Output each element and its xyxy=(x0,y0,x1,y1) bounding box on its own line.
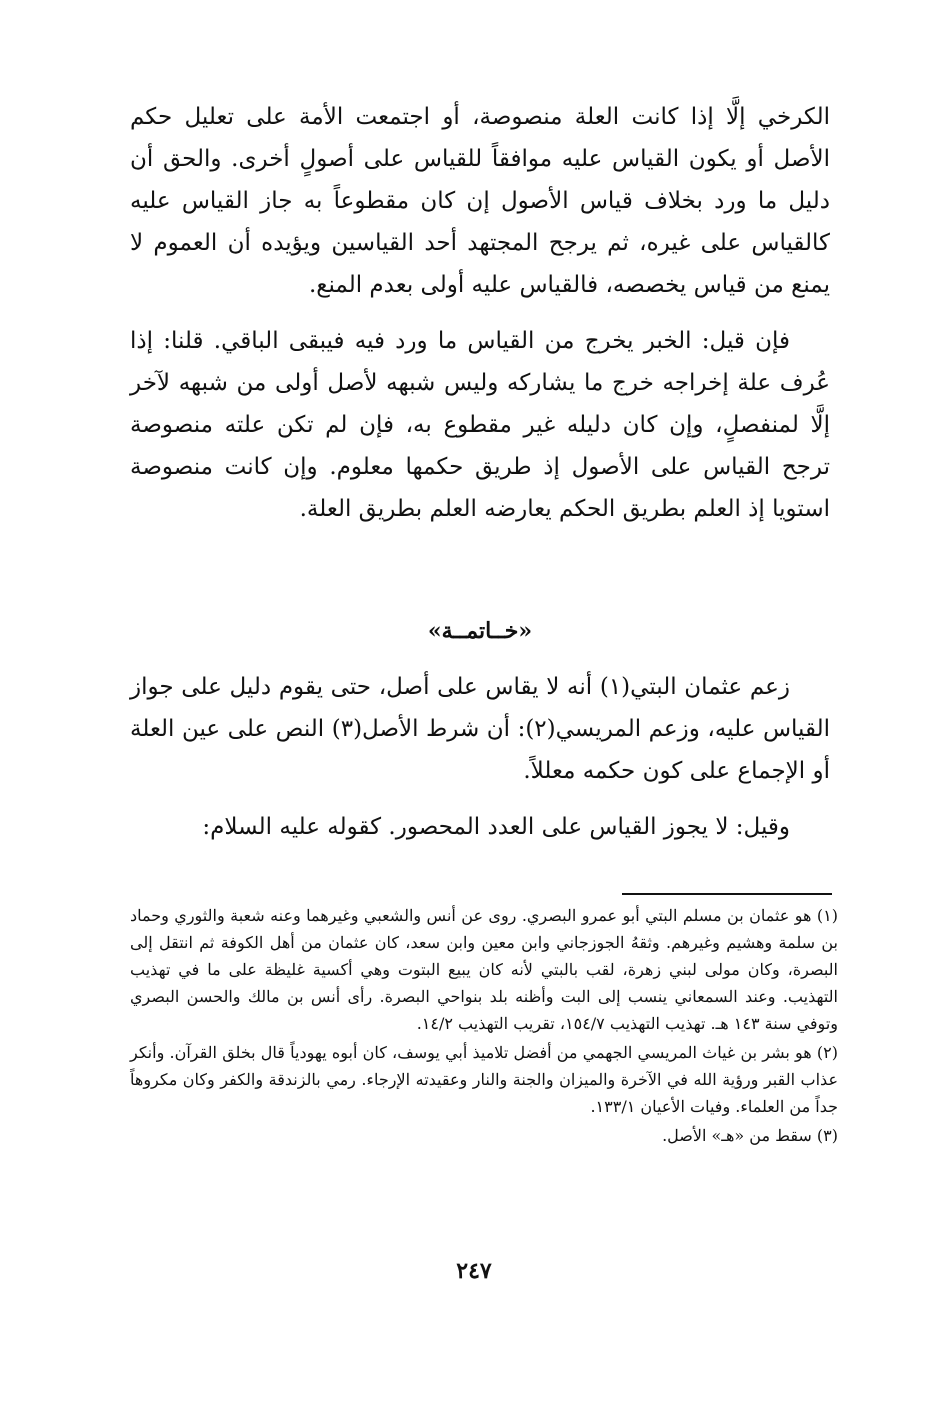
footnote-1: (١) هو عثمان بن مسلم البتي أبو عمرو البصري. روى عن أنس والشعبي وغيرهما وعنه شعبة والثوري وحماد بن سلمة وهشيم وغيرهم. وثقهُ الجوزجاني وابن معين وابن سعد، كان عثمان من أهل الكوفة ثم انتقل إلى البصرة، وكان مولى لبني زهرة، لقب بالبتي لأنه كان يبيع البتوت وهي أكسية غليظة على ما في تهذيب التهذيب. وعند السمعاني ينسب إلى البت وأظنه بلد بنواحي البصرة. رأى أنس بن مالك والحسن البصري وتوفي سنة ١٤٣ هـ. تهذيب التهذيب ١٥٤/٧، تقريب التهذيب ١٤/٢. xyxy=(130,906,838,1033)
body-paragraph-4: وقيل: لا يجوز القياس على العدد المحصور. كقوله عليه السلام: xyxy=(202,814,790,840)
page-number: ٢٤٧ xyxy=(456,1258,492,1284)
body-paragraph-2: فإن قيل: الخبر يخرج من القياس ما ورد فيه فيبقى الباقي. قلنا: إذا عُرف علة إخراجه خرج ما يشاركه وليس شبهه لأصل أولى من شبهه لآخر إلَّا لمنفصلٍ، وإن كان دليله غير مقطوع به، فإن لم تكن علته منصوصة ترجح القياس على الأصول إذ طريق حكمها معلوم. وإن كانت منصوصة استويا إذ العلم بطريق الحكم يعارضه العلم بطريق العلة. xyxy=(130,328,830,522)
footnote-3: (٣) سقط من «هـ» الأصل. xyxy=(662,1126,838,1145)
footnote-separator xyxy=(622,893,832,895)
section-heading: «خــاتمــة» xyxy=(427,618,533,644)
footnote-2: (٢) هو بشر بن غياث المريسي الجهمي من أفضل تلاميذ أبي يوسف، كان أبوه يهودياً قال بخلق القرآن. وأنكر عذاب القبر ورؤية الله في الآخرة والميزان والجنة والنار وعقيدته الإرجاء. رمي بالزندقة والكفر وكان مكروهاً جداً من العلماء. وفيات الأعيان ١٣٣/١. xyxy=(130,1043,838,1116)
body-paragraph-1: الكرخي إلَّا إذا كانت العلة منصوصة، أو اجتمعت الأمة على تعليل حكم الأصل أو يكون القياس عليه موافقاً للقياس على أصولٍ أخرى. والحق أن دليل ما ورد بخلاف قياس الأصول إن كان مقطوعاً به جاز القياس عليه كالقياس على غيره، ثم يرجح المجتهد أحد القياسين ويؤيده أن العموم لا يمنع من قياس يخصصه، فالقياس عليه أولى بعدم المنع. xyxy=(130,104,830,298)
footnotes xyxy=(130,902,838,1151)
body-paragraph-3: زعم عثمان البتي(١) أنه لا يقاس على أصل، حتى يقوم دليل على جواز القياس عليه، وزعم المريسي(٢): أن شرط الأصل(٣) النص على عين العلة أو الإجماع على كون حكمه معللاً. xyxy=(130,674,831,784)
